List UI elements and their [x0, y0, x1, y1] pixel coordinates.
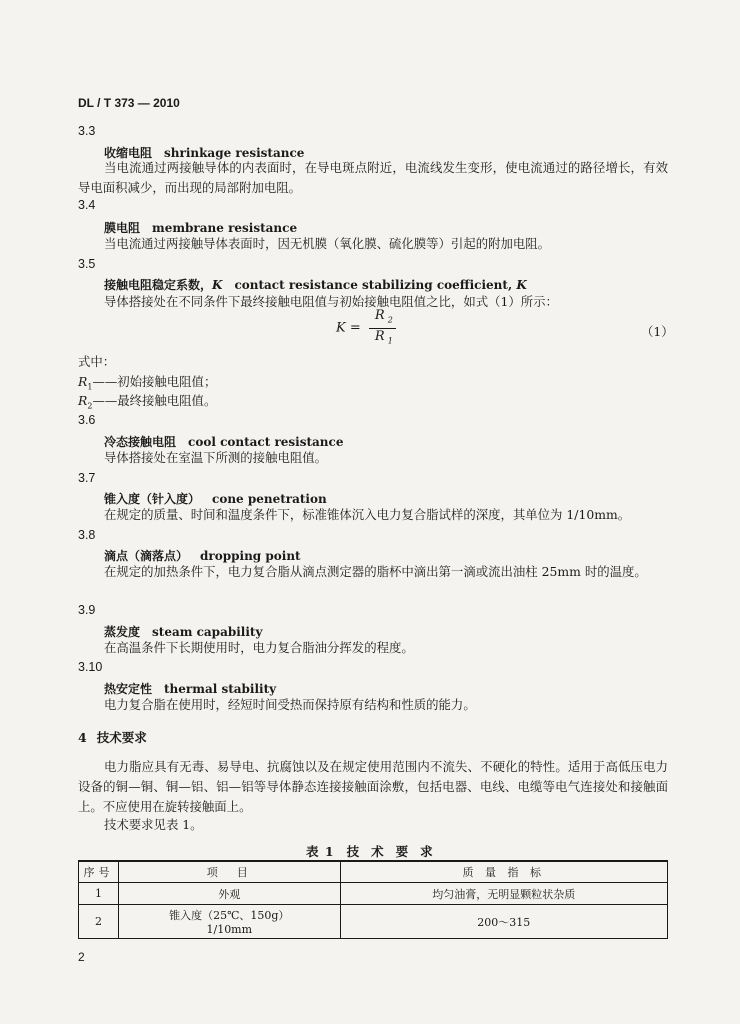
denominator: R $_1$	[374, 328, 393, 346]
term-en: dropping point	[200, 549, 301, 563]
term-cn: 热安定性	[104, 682, 153, 696]
clause-number: 3.3	[78, 124, 96, 138]
term-en: thermal stability	[164, 682, 277, 696]
cell-item: 外观	[118, 883, 340, 905]
clause-number: 3.6	[78, 413, 96, 427]
formula-lhs: K =	[336, 320, 361, 336]
section-title: 技术要求	[96, 730, 147, 745]
formula-fraction	[369, 308, 396, 348]
numerator: R $_2$	[369, 308, 396, 329]
term-cn: 锥入度（针入度）	[104, 492, 201, 506]
section-number: 4	[78, 730, 87, 745]
definition-text: 在规定的加热条件下，电力复合脂从滴点测定器的脂杯中滴出第一滴或流出油柱 25mm 时的温度。	[104, 564, 647, 579]
term-en: cone penetration	[212, 492, 327, 506]
equation-number: （1）	[641, 324, 674, 339]
clause-number: 3.7	[78, 471, 96, 485]
table-title: 技术要求	[346, 844, 445, 859]
definition-text: 当电流通过两接触导体的内表面时，在导电斑点附近，电流线发生变形，使电流通过的路径增长，有效导电面积减少，而出现的局部附加电阻。	[78, 160, 668, 195]
where-item: $R_2——$最终接触电阻值。	[78, 393, 217, 411]
cell-item-unit: 1/10mm	[206, 923, 253, 936]
term-variable: K	[212, 278, 223, 292]
standard-number: DL / T 373 — 2010	[78, 96, 180, 110]
term-heading	[104, 276, 527, 293]
term-en: steam capability	[152, 625, 263, 639]
term-cn: 膜电阻	[104, 221, 141, 235]
table-number: 表 1	[306, 844, 335, 859]
term-en: membrane resistance	[152, 221, 298, 235]
section-heading	[78, 728, 147, 746]
paragraph: 电力脂应具有无毒、易导电、抗腐蚀以及在规定使用范围内不流失、不硬化的特性。适用于高低压电力设备的铜—铜、铜—铝、铝—铝等导体静态连接接触面涂敷，包括电器、电线、电缆等电气连接处和接触面上。不应使用在旋转接触面上。	[78, 759, 668, 814]
spec-table	[78, 860, 668, 939]
term-cn: 滴点（滴落点）	[104, 549, 189, 563]
column-header: 序号	[79, 861, 119, 883]
definition-text: 当电流通过两接触导体表面时，因无机膜（氧化膜、硫化膜等）引起的附加电阻。	[104, 236, 551, 251]
term-cn: 收缩电阻	[104, 146, 153, 160]
term-cn: 蒸发度	[104, 625, 141, 639]
table-caption	[306, 842, 445, 860]
page-number: 2	[78, 950, 85, 964]
cell-no: 2	[79, 905, 119, 939]
clause-number: 3.4	[78, 198, 96, 212]
definition-text: 导体搭接处在室温下所测的接触电阻值。	[104, 450, 328, 465]
column-header: 质 量 指 标	[340, 861, 667, 883]
term-en: cool contact resistance	[188, 435, 344, 449]
definition-text: 在高温条件下长期使用时，电力复合脂油分挥发的程度。	[104, 640, 414, 655]
cell-item	[118, 905, 340, 939]
clause-number: 3.5	[78, 257, 96, 271]
clause-number: 3.9	[78, 603, 96, 617]
term-cn: 接触电阻稳定系数，	[104, 278, 213, 292]
clause-number: 3.8	[78, 528, 96, 542]
definition-text: 电力复合脂在使用时，经短时间受热而保持原有结构和性质的能力。	[104, 697, 476, 712]
cell-no: 1	[79, 883, 119, 905]
definition-text: 导体搭接处在不同条件下最终接触电阻值与初始接触电阻值之比，如式（1）所示：	[104, 294, 558, 309]
table-row	[79, 905, 668, 939]
cell-item-line: 锥入度（25℃、150g）	[169, 909, 290, 922]
cell-value: 200～315	[340, 905, 667, 939]
clause-number: 3.10	[78, 660, 103, 674]
cell-value: 均匀油膏，无明显颗粒状杂质	[340, 883, 667, 905]
where-item: $R_1——$初始接触电阻值；	[78, 374, 217, 392]
term-en-variable: K	[516, 278, 527, 292]
where-label: 式中：	[78, 354, 116, 369]
table-row	[79, 883, 668, 905]
term-cn: 冷态接触电阻	[104, 435, 177, 449]
term-en: contact resistance stabilizing coefficient,	[234, 278, 513, 292]
formula-1	[336, 308, 396, 348]
column-header: 项 目	[118, 861, 340, 883]
term-en: shrinkage resistance	[164, 146, 305, 160]
definition-text: 在规定的质量、时间和温度条件下，标准锥体沉入电力复合脂试样的深度，其单位为 1/10mm。	[104, 507, 631, 522]
paragraph: 技术要求见表 1。	[104, 817, 203, 832]
